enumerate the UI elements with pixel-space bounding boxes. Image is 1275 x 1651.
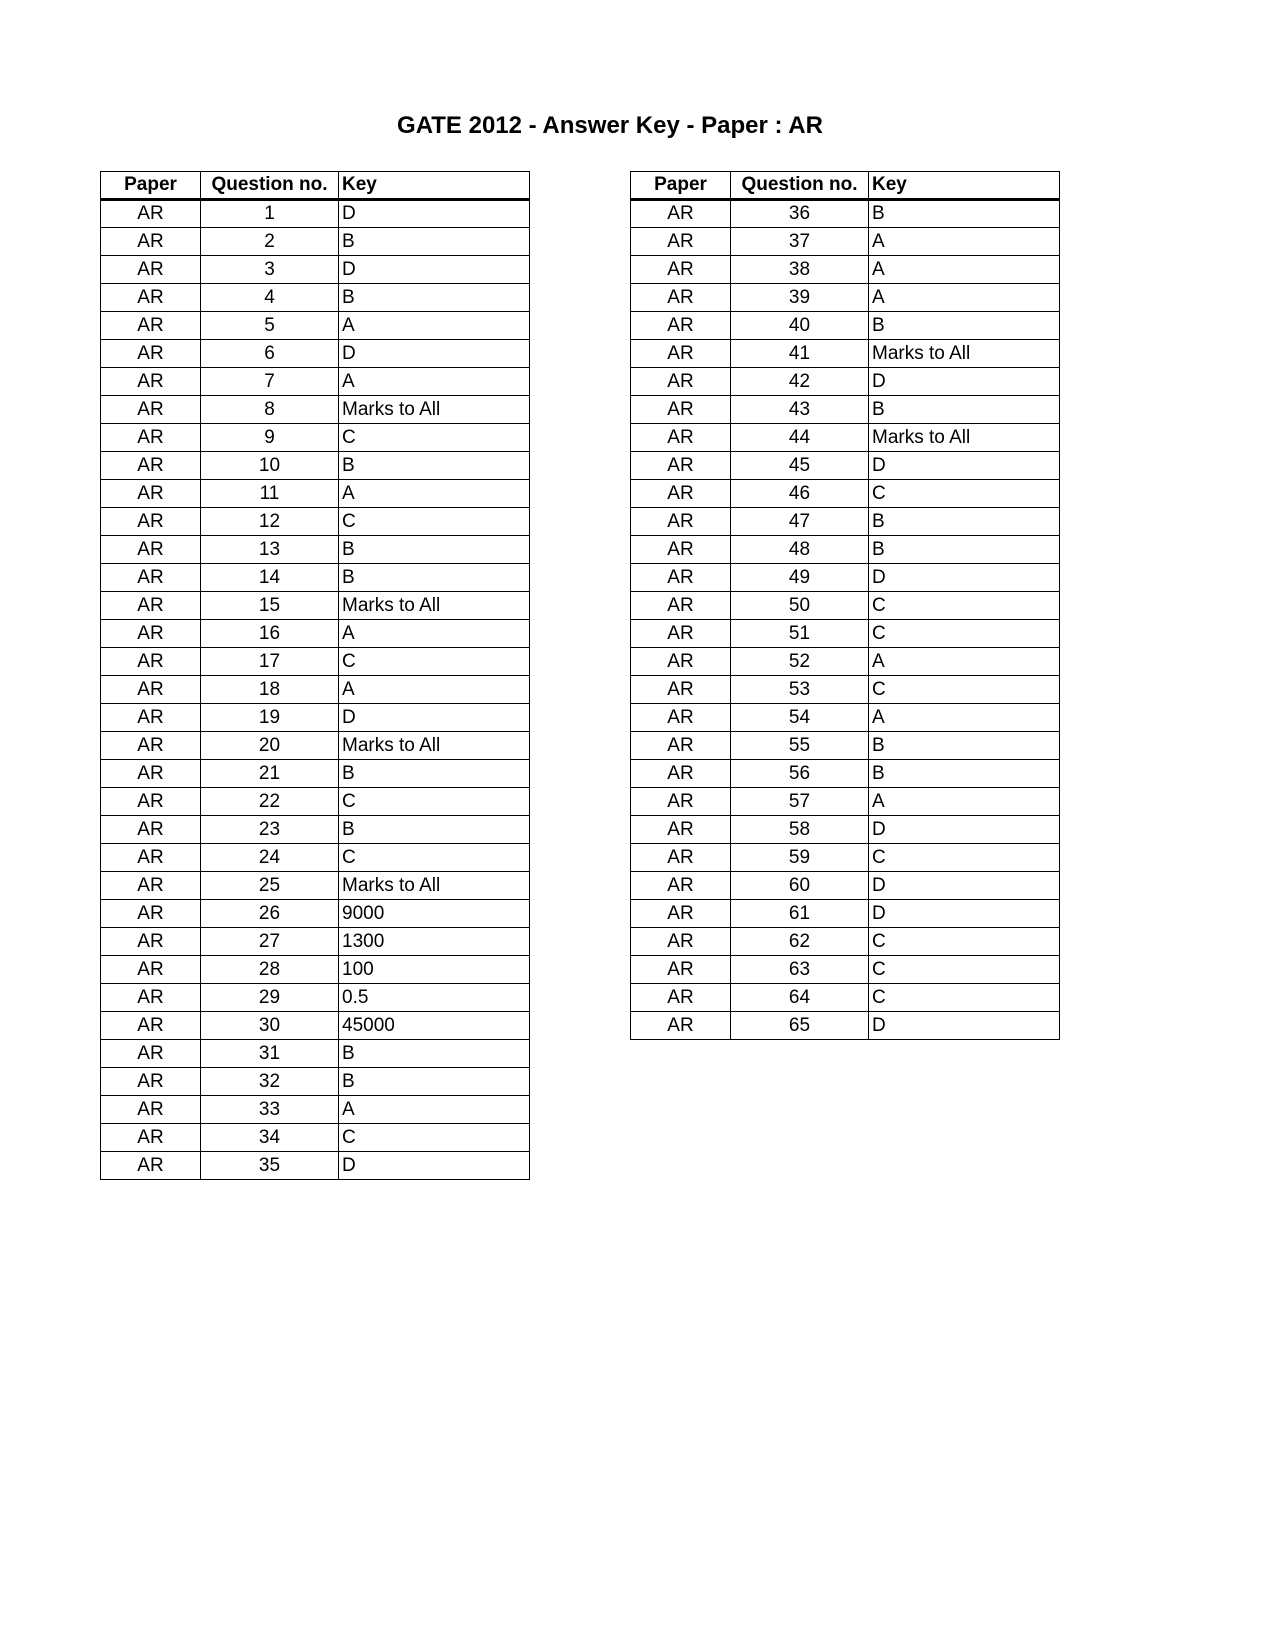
cell-question-no: 62: [731, 928, 869, 956]
cell-paper: AR: [101, 732, 201, 760]
table-row: [101, 900, 530, 928]
cell-paper: AR: [631, 284, 731, 312]
cell-paper: AR: [101, 256, 201, 284]
table-row: [631, 732, 1060, 760]
table-body-right: [631, 200, 1060, 1040]
cell-paper: AR: [631, 956, 731, 984]
cell-question-no: 44: [731, 424, 869, 452]
cell-key: B: [339, 536, 530, 564]
cell-key: Marks to All: [869, 340, 1060, 368]
cell-key: Marks to All: [339, 396, 530, 424]
cell-question-no: 1: [201, 200, 339, 228]
cell-key: D: [869, 452, 1060, 480]
cell-key: C: [869, 956, 1060, 984]
table-row: [101, 564, 530, 592]
cell-paper: AR: [631, 396, 731, 424]
table-row: [631, 900, 1060, 928]
table-row: [631, 620, 1060, 648]
table-body-left: [101, 200, 530, 1180]
cell-paper: AR: [631, 872, 731, 900]
cell-paper: AR: [631, 536, 731, 564]
cell-key: 1300: [339, 928, 530, 956]
column-header-key: Key: [869, 172, 1060, 200]
cell-question-no: 38: [731, 256, 869, 284]
cell-question-no: 17: [201, 648, 339, 676]
table-row: [101, 844, 530, 872]
cell-question-no: 64: [731, 984, 869, 1012]
table-row: [631, 928, 1060, 956]
cell-key: Marks to All: [869, 424, 1060, 452]
table-row: [631, 256, 1060, 284]
table-row: [101, 788, 530, 816]
cell-question-no: 21: [201, 760, 339, 788]
table-row: [101, 816, 530, 844]
table-row: [101, 1096, 530, 1124]
cell-question-no: 14: [201, 564, 339, 592]
cell-paper: AR: [631, 424, 731, 452]
cell-question-no: 28: [201, 956, 339, 984]
table-header-row: [631, 172, 1060, 200]
cell-key: A: [869, 648, 1060, 676]
table-row: [101, 928, 530, 956]
cell-key: C: [339, 1124, 530, 1152]
table-row: [101, 620, 530, 648]
cell-key: B: [869, 396, 1060, 424]
cell-paper: AR: [101, 228, 201, 256]
cell-key: D: [869, 872, 1060, 900]
cell-paper: AR: [101, 956, 201, 984]
cell-question-no: 37: [731, 228, 869, 256]
cell-paper: AR: [101, 480, 201, 508]
table-row: [631, 508, 1060, 536]
cell-key: D: [339, 340, 530, 368]
cell-paper: AR: [101, 704, 201, 732]
cell-question-no: 24: [201, 844, 339, 872]
cell-paper: AR: [101, 620, 201, 648]
cell-key: D: [339, 704, 530, 732]
cell-question-no: 19: [201, 704, 339, 732]
table-row: [101, 340, 530, 368]
cell-question-no: 50: [731, 592, 869, 620]
cell-key: A: [339, 676, 530, 704]
cell-question-no: 59: [731, 844, 869, 872]
cell-key: C: [869, 620, 1060, 648]
cell-question-no: 63: [731, 956, 869, 984]
table-row: [631, 536, 1060, 564]
answer-key-table-right: [630, 171, 1060, 1040]
cell-question-no: 58: [731, 816, 869, 844]
column-header-question-no: Question no.: [731, 172, 869, 200]
cell-key: Marks to All: [339, 592, 530, 620]
table-row: [631, 284, 1060, 312]
cell-key: B: [869, 508, 1060, 536]
cell-paper: AR: [631, 704, 731, 732]
table-row: [101, 984, 530, 1012]
table-header-row: [101, 172, 530, 200]
table-row: [101, 1152, 530, 1180]
cell-key: 0.5: [339, 984, 530, 1012]
cell-paper: AR: [631, 564, 731, 592]
table-row: [631, 312, 1060, 340]
cell-key: 9000: [339, 900, 530, 928]
cell-paper: AR: [631, 900, 731, 928]
cell-key: Marks to All: [339, 732, 530, 760]
cell-question-no: 10: [201, 452, 339, 480]
table-row: [631, 816, 1060, 844]
table-row: [101, 1040, 530, 1068]
table-row: [631, 424, 1060, 452]
cell-question-no: 18: [201, 676, 339, 704]
cell-question-no: 8: [201, 396, 339, 424]
table-row: [101, 480, 530, 508]
column-header-paper: Paper: [631, 172, 731, 200]
table-row: [101, 396, 530, 424]
cell-question-no: 22: [201, 788, 339, 816]
cell-paper: AR: [631, 368, 731, 396]
table-row: [631, 788, 1060, 816]
cell-key: B: [339, 284, 530, 312]
table-row: [101, 956, 530, 984]
cell-paper: AR: [631, 480, 731, 508]
cell-question-no: 30: [201, 1012, 339, 1040]
cell-question-no: 33: [201, 1096, 339, 1124]
table-row: [101, 256, 530, 284]
cell-key: Marks to All: [339, 872, 530, 900]
cell-key: C: [869, 984, 1060, 1012]
cell-paper: AR: [631, 200, 731, 228]
cell-question-no: 32: [201, 1068, 339, 1096]
cell-key: B: [339, 816, 530, 844]
column-header-key: Key: [339, 172, 530, 200]
cell-question-no: 12: [201, 508, 339, 536]
table-row: [101, 1124, 530, 1152]
cell-question-no: 2: [201, 228, 339, 256]
table-row: [631, 956, 1060, 984]
cell-key: B: [339, 564, 530, 592]
cell-question-no: 4: [201, 284, 339, 312]
cell-key: C: [869, 676, 1060, 704]
cell-key: B: [869, 312, 1060, 340]
cell-question-no: 7: [201, 368, 339, 396]
cell-paper: AR: [101, 396, 201, 424]
cell-key: D: [869, 1012, 1060, 1040]
table-row: [631, 984, 1060, 1012]
cell-question-no: 45: [731, 452, 869, 480]
table-row: [101, 872, 530, 900]
cell-paper: AR: [631, 1012, 731, 1040]
cell-key: A: [869, 228, 1060, 256]
cell-paper: AR: [631, 732, 731, 760]
cell-paper: AR: [101, 368, 201, 396]
cell-question-no: 36: [731, 200, 869, 228]
cell-paper: AR: [631, 340, 731, 368]
table-row: [101, 592, 530, 620]
cell-question-no: 51: [731, 620, 869, 648]
cell-paper: AR: [631, 508, 731, 536]
answer-key-table-left: [100, 171, 530, 1180]
cell-question-no: 16: [201, 620, 339, 648]
cell-key: C: [869, 928, 1060, 956]
cell-key: A: [339, 480, 530, 508]
table-row: [631, 648, 1060, 676]
cell-key: B: [339, 760, 530, 788]
cell-key: A: [339, 620, 530, 648]
table-row: [101, 368, 530, 396]
cell-question-no: 9: [201, 424, 339, 452]
table-row: [101, 1012, 530, 1040]
cell-paper: AR: [101, 200, 201, 228]
cell-paper: AR: [101, 676, 201, 704]
cell-paper: AR: [631, 676, 731, 704]
cell-question-no: 55: [731, 732, 869, 760]
table-row: [101, 676, 530, 704]
cell-question-no: 54: [731, 704, 869, 732]
page-title: GATE 2012 - Answer Key - Paper : AR: [397, 112, 823, 139]
table-row: [631, 1012, 1060, 1040]
cell-paper: AR: [101, 760, 201, 788]
table-row: [631, 368, 1060, 396]
table-row: [631, 844, 1060, 872]
cell-question-no: 31: [201, 1040, 339, 1068]
cell-paper: AR: [101, 284, 201, 312]
cell-paper: AR: [631, 984, 731, 1012]
cell-paper: AR: [101, 340, 201, 368]
cell-paper: AR: [631, 648, 731, 676]
cell-question-no: 48: [731, 536, 869, 564]
table-row: [101, 760, 530, 788]
cell-paper: AR: [631, 452, 731, 480]
cell-paper: AR: [101, 1124, 201, 1152]
cell-paper: AR: [101, 536, 201, 564]
cell-key: C: [339, 844, 530, 872]
cell-paper: AR: [631, 228, 731, 256]
cell-paper: AR: [631, 928, 731, 956]
table-row: [101, 200, 530, 228]
cell-paper: AR: [101, 1068, 201, 1096]
cell-paper: AR: [101, 844, 201, 872]
cell-question-no: 42: [731, 368, 869, 396]
table-row: [631, 872, 1060, 900]
cell-key: D: [869, 564, 1060, 592]
cell-question-no: 61: [731, 900, 869, 928]
table-row: [631, 340, 1060, 368]
cell-key: 45000: [339, 1012, 530, 1040]
cell-question-no: 56: [731, 760, 869, 788]
table-row: [101, 508, 530, 536]
cell-paper: AR: [631, 312, 731, 340]
cell-paper: AR: [101, 592, 201, 620]
cell-paper: AR: [101, 564, 201, 592]
cell-paper: AR: [631, 256, 731, 284]
cell-key: D: [339, 200, 530, 228]
table-row: [631, 592, 1060, 620]
cell-paper: AR: [631, 844, 731, 872]
cell-question-no: 29: [201, 984, 339, 1012]
cell-key: D: [869, 816, 1060, 844]
column-header-question-no: Question no.: [201, 172, 339, 200]
cell-paper: AR: [101, 984, 201, 1012]
cell-question-no: 20: [201, 732, 339, 760]
table-row: [631, 480, 1060, 508]
cell-key: D: [869, 368, 1060, 396]
cell-key: A: [339, 1096, 530, 1124]
cell-question-no: 39: [731, 284, 869, 312]
cell-paper: AR: [631, 816, 731, 844]
cell-key: B: [869, 536, 1060, 564]
cell-paper: AR: [101, 816, 201, 844]
cell-key: C: [339, 648, 530, 676]
cell-question-no: 23: [201, 816, 339, 844]
cell-question-no: 35: [201, 1152, 339, 1180]
table-row: [101, 424, 530, 452]
cell-paper: AR: [101, 424, 201, 452]
table-row: [101, 704, 530, 732]
cell-question-no: 5: [201, 312, 339, 340]
table-row: [631, 200, 1060, 228]
table-row: [631, 564, 1060, 592]
cell-question-no: 47: [731, 508, 869, 536]
cell-question-no: 53: [731, 676, 869, 704]
cell-question-no: 11: [201, 480, 339, 508]
cell-question-no: 40: [731, 312, 869, 340]
cell-paper: AR: [631, 592, 731, 620]
cell-question-no: 41: [731, 340, 869, 368]
cell-key: D: [339, 1152, 530, 1180]
cell-paper: AR: [101, 1152, 201, 1180]
table-row: [101, 536, 530, 564]
table-row: [101, 648, 530, 676]
cell-key: B: [339, 228, 530, 256]
cell-key: A: [869, 284, 1060, 312]
cell-paper: AR: [101, 508, 201, 536]
cell-question-no: 15: [201, 592, 339, 620]
cell-paper: AR: [101, 788, 201, 816]
table-row: [631, 228, 1060, 256]
cell-question-no: 43: [731, 396, 869, 424]
cell-key: B: [869, 200, 1060, 228]
cell-key: B: [339, 1068, 530, 1096]
table-row: [631, 760, 1060, 788]
cell-paper: AR: [101, 872, 201, 900]
table-row: [101, 732, 530, 760]
cell-paper: AR: [101, 1012, 201, 1040]
cell-question-no: 3: [201, 256, 339, 284]
cell-question-no: 27: [201, 928, 339, 956]
cell-key: A: [869, 704, 1060, 732]
table-row: [631, 676, 1060, 704]
cell-question-no: 46: [731, 480, 869, 508]
cell-question-no: 34: [201, 1124, 339, 1152]
cell-question-no: 6: [201, 340, 339, 368]
cell-question-no: 57: [731, 788, 869, 816]
cell-paper: AR: [101, 648, 201, 676]
cell-key: C: [869, 480, 1060, 508]
cell-question-no: 65: [731, 1012, 869, 1040]
cell-key: C: [339, 788, 530, 816]
cell-key: C: [869, 844, 1060, 872]
cell-key: D: [339, 256, 530, 284]
cell-key: C: [339, 508, 530, 536]
cell-paper: AR: [101, 928, 201, 956]
table-row: [101, 284, 530, 312]
cell-paper: AR: [101, 1040, 201, 1068]
cell-paper: AR: [631, 620, 731, 648]
table-row: [631, 396, 1060, 424]
cell-question-no: 49: [731, 564, 869, 592]
cell-key: C: [339, 424, 530, 452]
cell-key: B: [869, 732, 1060, 760]
cell-key: A: [869, 788, 1060, 816]
cell-question-no: 13: [201, 536, 339, 564]
cell-paper: AR: [101, 452, 201, 480]
cell-question-no: 60: [731, 872, 869, 900]
cell-question-no: 52: [731, 648, 869, 676]
cell-paper: AR: [631, 760, 731, 788]
cell-key: A: [339, 312, 530, 340]
cell-key: D: [869, 900, 1060, 928]
cell-paper: AR: [101, 900, 201, 928]
cell-question-no: 26: [201, 900, 339, 928]
table-row: [101, 452, 530, 480]
table-row: [101, 228, 530, 256]
cell-key: 100: [339, 956, 530, 984]
cell-key: A: [869, 256, 1060, 284]
cell-key: B: [869, 760, 1060, 788]
cell-paper: AR: [101, 312, 201, 340]
cell-key: B: [339, 452, 530, 480]
cell-key: A: [339, 368, 530, 396]
table-row: [631, 452, 1060, 480]
cell-paper: AR: [631, 788, 731, 816]
table-row: [631, 704, 1060, 732]
column-header-paper: Paper: [101, 172, 201, 200]
cell-key: C: [869, 592, 1060, 620]
cell-key: B: [339, 1040, 530, 1068]
cell-paper: AR: [101, 1096, 201, 1124]
cell-question-no: 25: [201, 872, 339, 900]
table-row: [101, 312, 530, 340]
table-row: [101, 1068, 530, 1096]
